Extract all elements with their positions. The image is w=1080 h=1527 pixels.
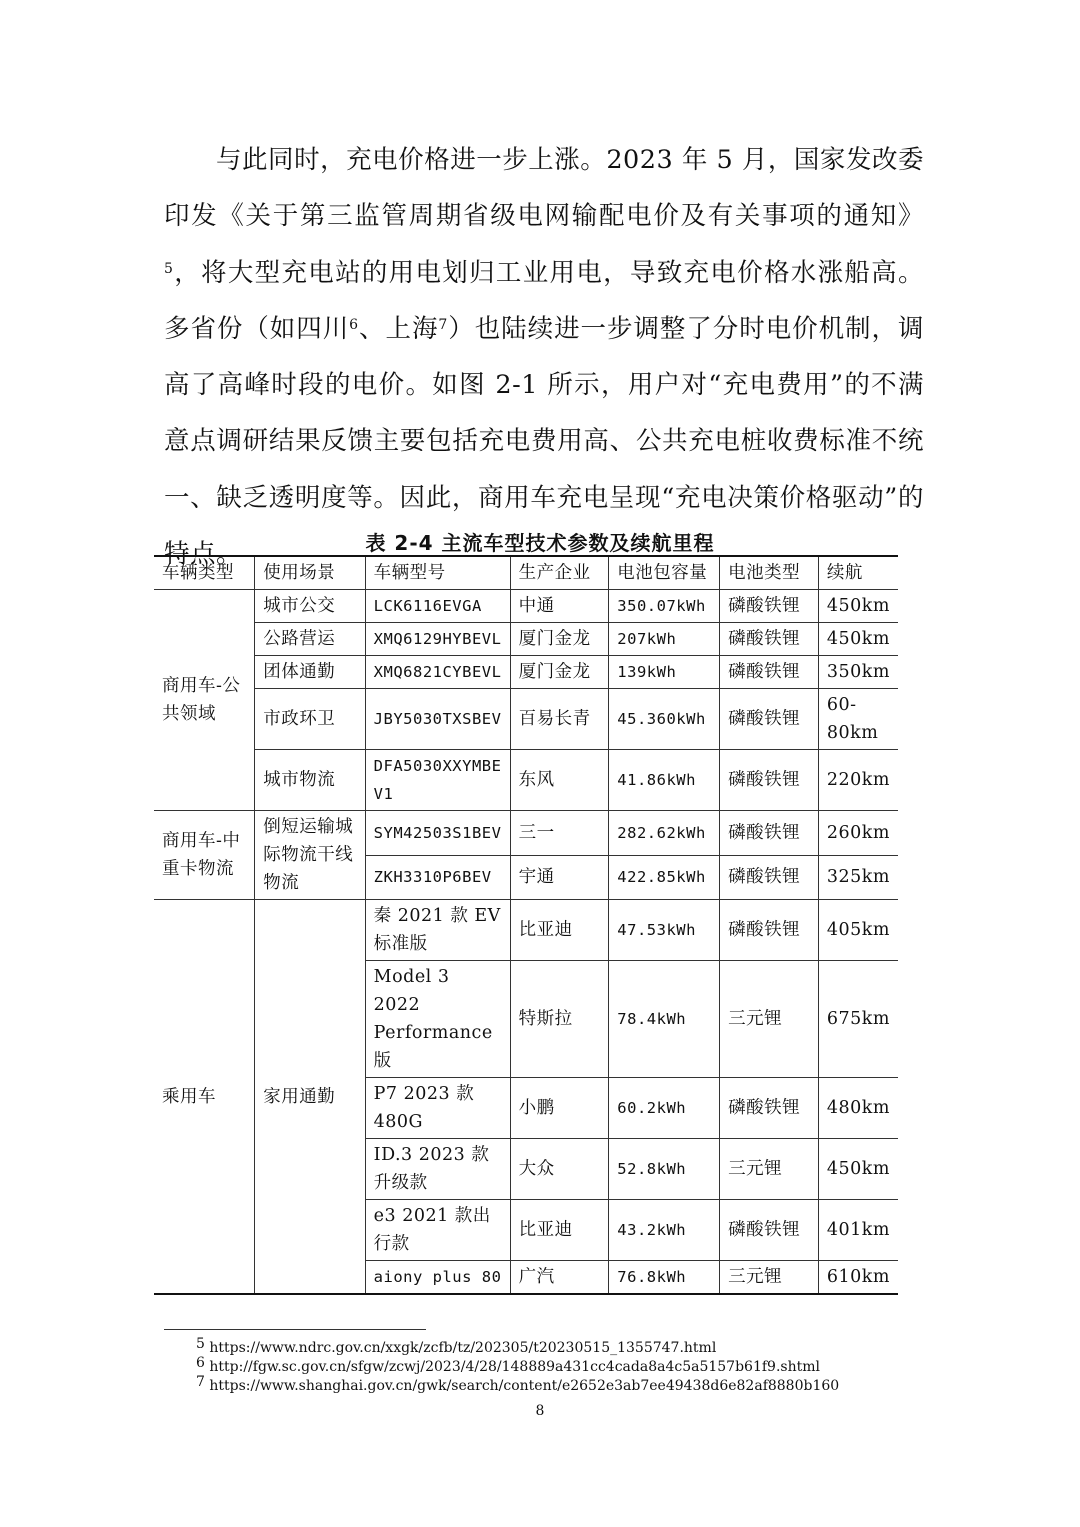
scene-cell: 倒短运输城际物流干线物流	[255, 811, 365, 900]
maker-cell: 大众	[510, 1139, 609, 1200]
scene-cell: 团体通勤	[255, 656, 365, 689]
body-text: 与此同时，充电价格进一步上涨。2023 年 5 月，国家发改委印发《关于第三监管周期省级电网输配电价及有关事项的通知》	[164, 145, 924, 232]
battery-cell: 磷酸铁锂	[720, 689, 819, 750]
footnote-link[interactable]: https://www.shanghai.gov.cn/gwk/search/content/e2652e3ab7ee49438d6e82af8880b160	[209, 1378, 840, 1394]
header-model: 车辆型号	[365, 556, 510, 590]
header-range: 续航	[818, 556, 898, 590]
range-cell: 450km	[818, 590, 898, 623]
body-text: 、上海	[358, 313, 439, 344]
maker-cell: 三一	[510, 811, 609, 856]
model-cell: ID.3 2023 款升级款	[365, 1139, 510, 1200]
header-scene: 使用场景	[255, 556, 365, 590]
maker-cell: 小鹏	[510, 1078, 609, 1139]
group-cell: 乘用车	[154, 900, 255, 1295]
battery-cell: 磷酸铁锂	[720, 1200, 819, 1261]
table-row	[154, 689, 898, 750]
model-cell: 秦 2021 款 EV 标准版	[365, 900, 510, 961]
battery-cell: 三元锂	[720, 961, 819, 1078]
maker-cell: 厦门金龙	[510, 623, 609, 656]
model-cell: Model 3 2022 Performance 版	[365, 961, 510, 1078]
battery-cell: 磷酸铁锂	[720, 750, 819, 811]
footnote-ref-5[interactable]: 5	[164, 260, 174, 277]
model-cell: P7 2023 款 480G	[365, 1078, 510, 1139]
footnote-ref-6[interactable]: 6	[349, 316, 359, 333]
model-cell: ZKH3310P6BEV	[365, 855, 510, 900]
footnote-number: 6	[196, 1355, 205, 1371]
battery-cell: 磷酸铁锂	[720, 623, 819, 656]
range-cell: 675km	[818, 961, 898, 1078]
table-row	[154, 590, 898, 623]
maker-cell: 宇通	[510, 855, 609, 900]
capacity-cell: 76.8kWh	[609, 1261, 720, 1295]
page-number: 8	[535, 1403, 545, 1419]
battery-cell: 磷酸铁锂	[720, 900, 819, 961]
battery-cell: 磷酸铁锂	[720, 590, 819, 623]
scene-cell: 城市公交	[255, 590, 365, 623]
range-cell: 480km	[818, 1078, 898, 1139]
scene-cell: 公路营运	[255, 623, 365, 656]
capacity-cell: 47.53kWh	[609, 900, 720, 961]
capacity-cell: 60.2kWh	[609, 1078, 720, 1139]
vehicle-spec-table	[154, 555, 898, 1295]
group-cell: 商用车-中重卡物流	[154, 811, 255, 900]
capacity-cell: 282.62kWh	[609, 811, 720, 856]
header-maker: 生产企业	[510, 556, 609, 590]
scene-cell: 城市物流	[255, 750, 365, 811]
model-cell: DFA5030XXYMBEV1	[365, 750, 510, 811]
capacity-cell: 43.2kWh	[609, 1200, 720, 1261]
model-cell: SYM42503S1BEV	[365, 811, 510, 856]
maker-cell: 比亚迪	[510, 900, 609, 961]
capacity-cell: 350.07kWh	[609, 590, 720, 623]
model-cell: XMQ6821CYBEVL	[365, 656, 510, 689]
battery-cell: 磷酸铁锂	[720, 1078, 819, 1139]
range-cell: 405km	[818, 900, 898, 961]
footnote-divider	[164, 1329, 426, 1330]
table-row	[154, 900, 898, 961]
range-cell: 450km	[818, 1139, 898, 1200]
battery-cell: 磷酸铁锂	[720, 855, 819, 900]
footnote-number: 7	[196, 1374, 205, 1390]
maker-cell: 比亚迪	[510, 1200, 609, 1261]
maker-cell: 百易长青	[510, 689, 609, 750]
range-cell: 610km	[818, 1261, 898, 1295]
body-text: ，将大型充电站的用电划归工业用电，导致充电价格水涨船高。多省份（如四川	[164, 257, 924, 344]
battery-cell: 三元锂	[720, 1139, 819, 1200]
table-row	[154, 750, 898, 811]
footnote-item	[196, 1374, 840, 1396]
maker-cell: 东风	[510, 750, 609, 811]
table-header-row	[154, 556, 898, 590]
body-paragraph	[164, 132, 924, 582]
model-cell: JBY5030TXSBEV	[365, 689, 510, 750]
footnote-link[interactable]: http://fgw.sc.gov.cn/sfgw/zcwj/2023/4/28/148889a431cc4cada8a4c5a5157b61f9.shtml	[209, 1359, 820, 1375]
battery-cell: 磷酸铁锂	[720, 811, 819, 856]
header-vehicle-type: 车辆类型	[154, 556, 255, 590]
capacity-cell: 207kWh	[609, 623, 720, 656]
capacity-cell: 422.85kWh	[609, 855, 720, 900]
battery-cell: 磷酸铁锂	[720, 656, 819, 689]
footnote-item	[196, 1336, 839, 1358]
footnote-link[interactable]: https://www.ndrc.gov.cn/xxgk/zcfb/tz/202305/t20230515_1355747.html	[209, 1340, 717, 1356]
battery-cell: 三元锂	[720, 1261, 819, 1295]
footnote-number: 5	[196, 1336, 205, 1352]
capacity-cell: 78.4kWh	[609, 961, 720, 1078]
range-cell: 350km	[818, 656, 898, 689]
maker-cell: 广汽	[510, 1261, 609, 1295]
range-cell: 450km	[818, 623, 898, 656]
table-row	[154, 656, 898, 689]
model-cell: XMQ6129HYBEVL	[365, 623, 510, 656]
maker-cell: 中通	[510, 590, 609, 623]
group-cell: 商用车-公共领域	[154, 590, 255, 811]
header-battery: 电池类型	[720, 556, 819, 590]
range-cell: 325km	[818, 855, 898, 900]
table-row	[154, 623, 898, 656]
range-cell: 60-80km	[818, 689, 898, 750]
table-row	[154, 811, 898, 856]
model-cell: e3 2021 款出行款	[365, 1200, 510, 1261]
capacity-cell: 45.360kWh	[609, 689, 720, 750]
range-cell: 220km	[818, 750, 898, 811]
capacity-cell: 52.8kWh	[609, 1139, 720, 1200]
maker-cell: 厦门金龙	[510, 656, 609, 689]
range-cell: 401km	[818, 1200, 898, 1261]
range-cell: 260km	[818, 811, 898, 856]
body-text: ）也陆续进一步调整了分时电价机制，调高了高峰时段的电价。如图 2-1 所示，用户对“充电费用”的不满意点调研结果反馈主要包括充电费用高、公共充电桩收费标准不统一、缺乏透明度等。因此，商用车充电呈现“充电决策价格驱动”的特点。	[164, 313, 924, 570]
maker-cell: 特斯拉	[510, 961, 609, 1078]
table-caption: 表 2-4 主流车型技术参数及续航里程	[365, 531, 715, 555]
footnote-item	[196, 1355, 839, 1377]
scene-cell: 家用通勤	[255, 900, 365, 1295]
scene-cell: 市政环卫	[255, 689, 365, 750]
capacity-cell: 139kWh	[609, 656, 720, 689]
capacity-cell: 41.86kWh	[609, 750, 720, 811]
footnotes	[196, 1336, 840, 1396]
header-capacity: 电池包容量	[609, 556, 720, 590]
model-cell: aiony plus 80	[365, 1261, 510, 1295]
footnote-ref-7[interactable]: 7	[438, 316, 448, 333]
model-cell: LCK6116EVGA	[365, 590, 510, 623]
